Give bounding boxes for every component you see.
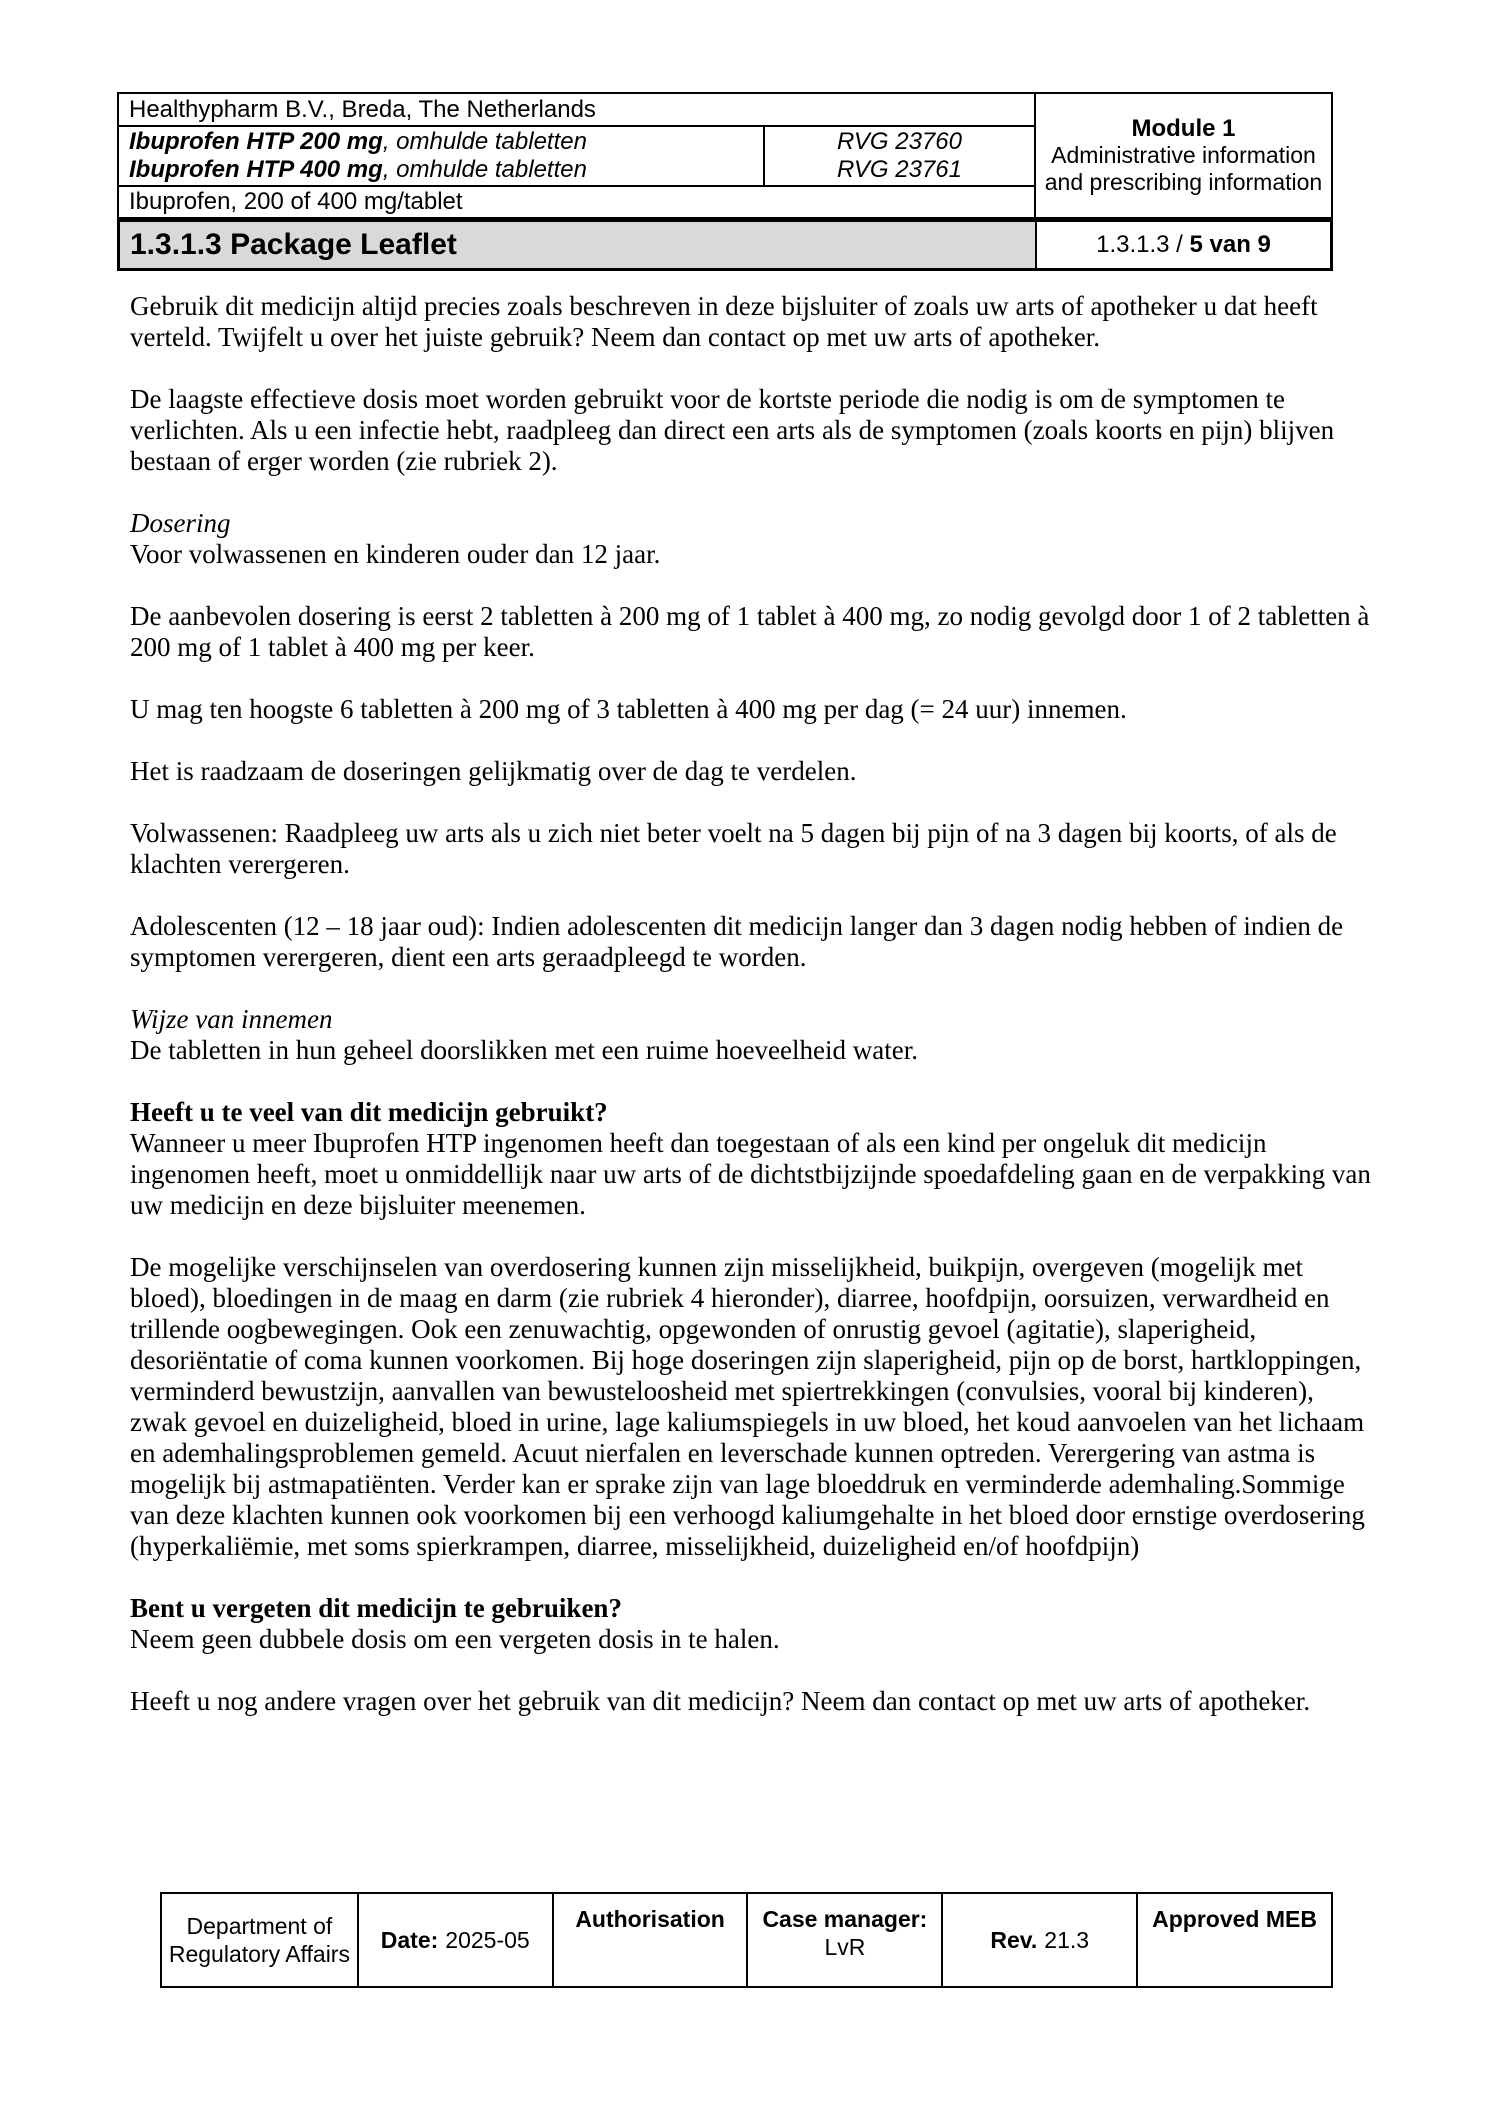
footer-approved-cell: [1136, 1894, 1331, 1986]
footer-date-cell: [357, 1894, 552, 1986]
paragraph: Neem geen dubbele dosis om een vergeten dosis in te halen.: [130, 1624, 780, 1654]
substance-text: Ibuprofen, 200 of 400 mg/tablet: [129, 188, 463, 215]
substance-row: [119, 187, 1034, 217]
paragraph: Volwassenen: Raadpleeg uw arts als u zich niet beter voelt na 5 dagen bij pijn of na 3 dagen bij koorts, of als de klachten verergeren.: [130, 818, 1337, 879]
company-name: Healthypharm B.V., Breda, The Netherlands: [129, 95, 596, 123]
paragraph: Wanneer u meer Ibuprofen HTP ingenomen heeft dan toegestaan of als een kind per ongeluk dit medicijn ingenomen heeft, moet u onmiddellijk naar uw arts of de dichtstbijzijnde spoedafdeling gaan en de verpakking van uw medicijn en deze bijsluiter meenemen.: [130, 1128, 1371, 1220]
module-title: Module 1: [1131, 115, 1236, 142]
footer-date-value: 2025-05: [445, 1927, 530, 1953]
page-number: 5 van 9: [1189, 231, 1271, 258]
paragraph: De mogelijke verschijnselen van overdosering kunnen zijn misselijkheid, buikpijn, overgeven (mogelijk met bloed), bloedingen in de maag en darm (zie rubriek 4 hieronder), diarree, hoofdpijn, oorsuizen, verwardheid en trillende oogbewegingen. Ook een zenuwachtig, opgewonden of onrustig gevoel (agitatie), slaperigheid, desoriëntatie of coma kunnen voorkomen. Bij hoge doseringen zijn slaperigheid, pijn op de borst, hartkloppingen, verminderd bewustzijn, aanvallen van bewusteloosheid met spiertrekkingen (convulsies, vooral bij kinderen), zwak gevoel en duizeligheid, bloed in urine, lage kaliumspiegels in uw bloed, het koud aanvoelen van het lichaam en ademhalingsproblemen gemeld. Acuut nierfalen en leverschade kunnen optreden. Verergering van astma is mogelijk bij astmapatiënten. Verder kan er sprake zijn van lage bloeddruk en verminderde ademhaling.Sommige van deze klachten kunnen ook voorkomen bij een verhoogd kaliumgehalte in het bloed door ernstige overdosering (hyperkaliëmie, met soms spierkrampen, diarree, misselijkheid, duizeligheid en/of hoofdpijn): [130, 1252, 1365, 1561]
footer-case-manager-value: LvR: [824, 1934, 866, 1960]
paragraph: Heeft u nog andere vragen over het gebruik van dit medicijn? Neem dan contact op met uw arts of apotheker.: [130, 1686, 1311, 1716]
heading-overdose: Heeft u te veel van dit medicijn gebruikt?: [130, 1097, 608, 1127]
product-line: [129, 128, 763, 156]
product-names-cell: [119, 127, 765, 185]
module-info-cell: [1034, 94, 1331, 217]
footer-authorisation-cell: [552, 1894, 747, 1986]
module-line: Administrative information: [1051, 142, 1316, 168]
footer-revision-label: Rev.: [990, 1927, 1038, 1953]
footer-authorisation-label: Authorisation: [575, 1906, 725, 1932]
document-footer-table: [160, 1892, 1333, 1988]
paragraph: Het is raadzaam de doseringen gelijkmatig over de dag te verdelen.: [130, 756, 857, 786]
footer-department-line: Department of: [186, 1913, 333, 1939]
section-title: 1.3.1.3 Package Leaflet: [130, 228, 457, 261]
footer-case-manager-label: Case manager:: [762, 1906, 928, 1932]
paragraph: De tabletten in hun geheel doorslikken met een ruime hoeveelheid water.: [130, 1035, 918, 1065]
rvg-number: RVG 23761: [836, 156, 962, 183]
footer-revision-value: 21.3: [1044, 1927, 1090, 1953]
product-name: Ibuprofen HTP 200 mg: [129, 128, 383, 155]
paragraph: Gebruik dit medicijn altijd precies zoals beschreven in deze bijsluiter of zoals uw arts of apotheker u dat heeft verteld. Twijfelt u over het juiste gebruik? Neem dan contact op met uw arts of apotheker.: [130, 291, 1318, 352]
company-row: [119, 94, 1034, 127]
page-number-prefix: 1.3.1.3 /: [1096, 231, 1190, 258]
paragraph: U mag ten hoogste 6 tabletten à 200 mg of 3 tabletten à 400 mg per dag (= 24 uur) innemen.: [130, 694, 1127, 724]
products-row: [119, 127, 1034, 187]
paragraph: De aanbevolen dosering is eerst 2 tabletten à 200 mg of 1 tablet à 400 mg, zo nodig gevolgd door 1 of 2 tabletten à 200 mg of 1 tablet à 400 mg per keer.: [130, 601, 1370, 662]
subheading-dosering: Dosering: [130, 508, 231, 538]
heading-forgotten-dose: Bent u vergeten dit medicijn te gebruiken?: [130, 1593, 622, 1623]
product-suffix: , omhulde tabletten: [382, 128, 587, 155]
product-name: Ibuprofen HTP 400 mg: [129, 156, 383, 183]
document-header-table: [117, 92, 1333, 219]
footer-approved-label: Approved MEB: [1152, 1906, 1317, 1932]
paragraph: De laagste effectieve dosis moet worden gebruikt voor de kortste periode die nodig is om de symptomen te verlichten. Als u een infectie hebt, raadpleeg dan direct een arts als de symptomen (zoals koorts en pijn) blijven bestaan of erger worden (zie rubriek 2).: [130, 384, 1335, 476]
section-title-strip: [117, 219, 1333, 271]
subheading-wijze-van-innemen: Wijze van innemen: [130, 1004, 333, 1034]
footer-department-cell: [162, 1894, 357, 1986]
footer-case-manager-cell: [746, 1894, 941, 1986]
module-line: and prescribing information: [1044, 169, 1323, 195]
product-suffix: , omhulde tabletten: [382, 156, 587, 183]
footer-department-line: Regulatory Affairs: [168, 1941, 350, 1967]
footer-revision-cell: [941, 1894, 1136, 1986]
rvg-numbers-cell: [765, 127, 1034, 185]
page-number-cell: [1037, 222, 1330, 268]
footer-date-label: Date:: [380, 1927, 439, 1953]
paragraph: Adolescenten (12 – 18 jaar oud): Indien adolescenten dit medicijn langer dan 3 dagen nodig hebben of indien de symptomen verergeren, dient een arts geraadpleegd te worden.: [130, 911, 1344, 972]
paragraph: Voor volwassenen en kinderen ouder dan 12 jaar.: [130, 539, 661, 569]
leaflet-body-text: [130, 291, 1374, 1717]
rvg-number: RVG 23760: [836, 128, 962, 155]
product-line: [129, 156, 763, 184]
header-left-section: [119, 94, 1034, 217]
section-title-cell: [120, 222, 1037, 268]
